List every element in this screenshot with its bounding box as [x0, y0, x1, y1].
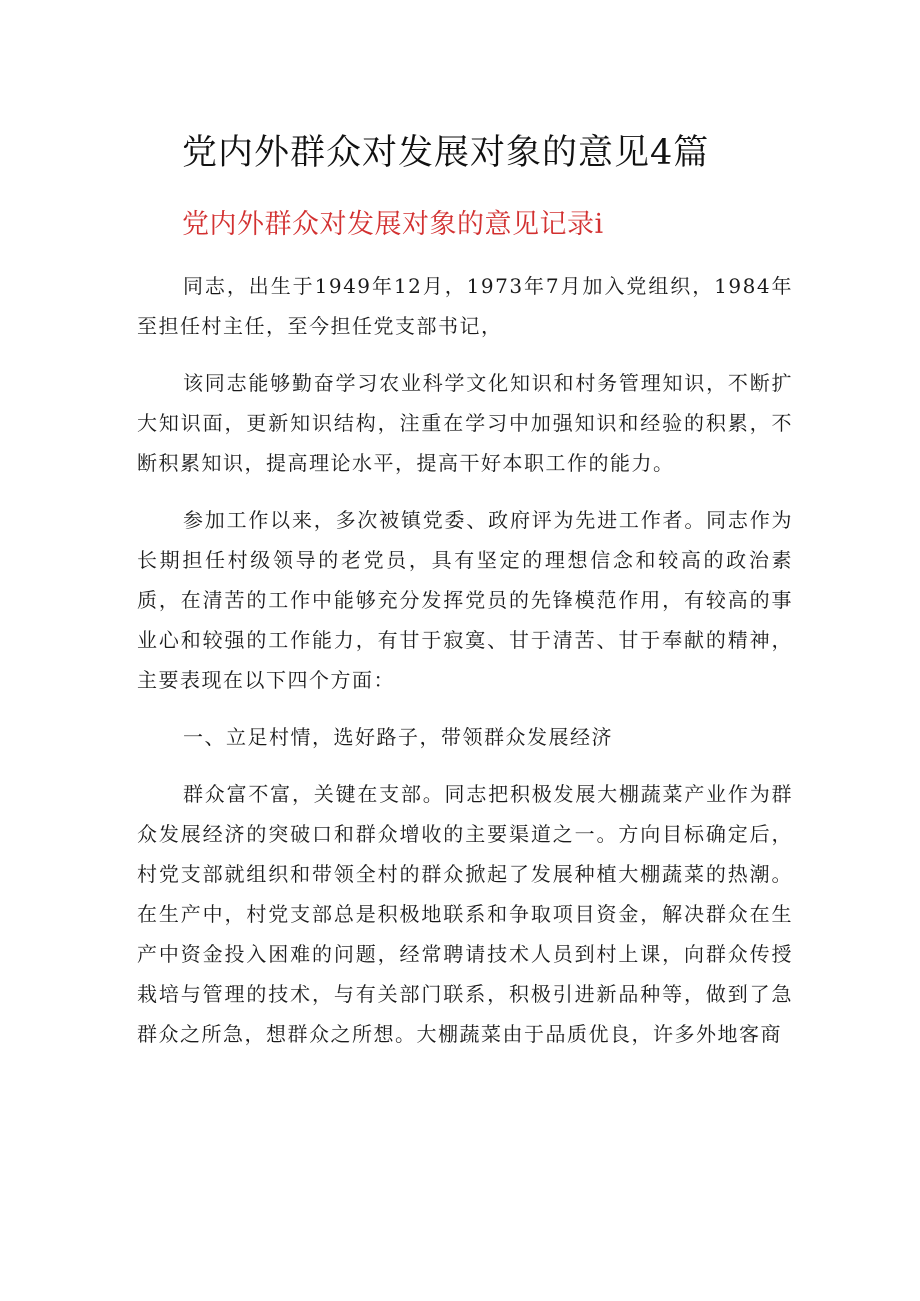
- subsection-heading: 一、立足村情，选好路子，带领群众发展经济: [183, 725, 613, 749]
- paragraph-work: 参加工作以来，多次被镇党委、政府评为先进工作者。同志作为长期担任村级领导的老党员，具有坚定的理想信念和较高的政治素质，在清苦的工作中能够充分发挥党员的先锋模范作用，有较高的事业心和较强的工作能力，有甘于寂寞、甘于清苦、甘于奉献的精神，主要表现在以下四个方面：: [137, 508, 793, 692]
- document-title: 党内外群众对发展对象的意见4篇: [182, 133, 710, 173]
- section-title: 党内外群众对发展对象的意见记录i: [182, 209, 604, 240]
- document-body: [137, 266, 793, 1071]
- paragraph-economy: 群众富不富，关键在支部。同志把积极发展大棚蔬菜产业作为群众发展经济的突破口和群众增收的主要渠道之一。方向目标确定后，村党支部就组织和带领全村的群众掀起了发展种植大棚蔬菜的热潮。在生产中，村党支部总是积极地联系和争取项目资金，解决群众在生产中资金投入困难的问题，经常聘请技术人员到村上课，向群众传授栽培与管理的技术，与有关部门联系，积极引进新品种等，做到了急群众之所急，想群众之所想。大棚蔬菜由于品质优良，许多外地客商: [137, 782, 793, 1046]
- paragraph-intro: 同志，出生于1949年12月，1973年7月加入党组织，1984年至担任村主任，至今担任党支部书记，: [137, 274, 793, 338]
- paragraph-study: 该同志能够勤奋学习农业科学文化知识和村务管理知识，不断扩大知识面，更新知识结构，注重在学习中加强知识和经验的积累，不断积累知识，提高理论水平，提高干好本职工作的能力。: [137, 371, 793, 475]
